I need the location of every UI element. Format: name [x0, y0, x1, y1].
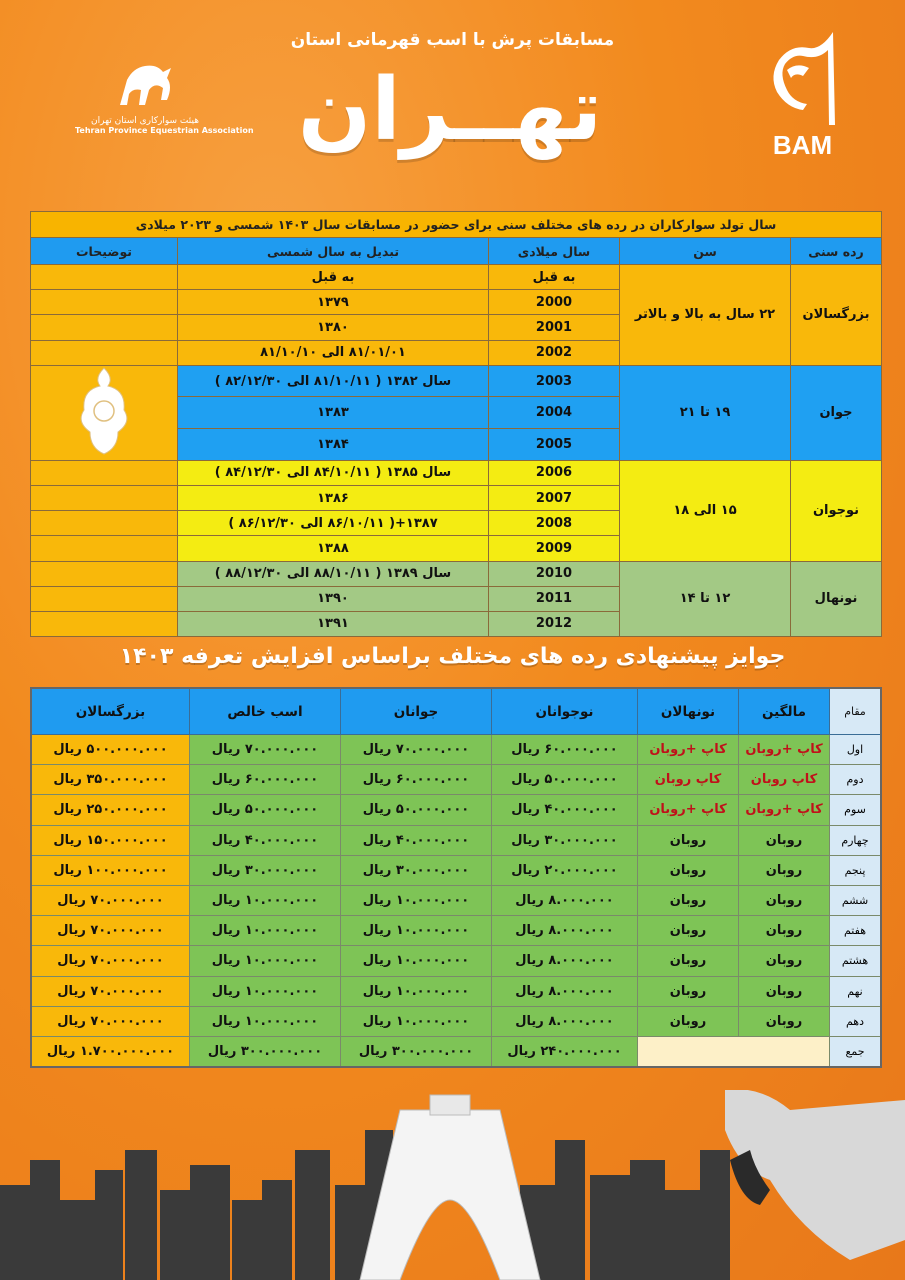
table-cell: 2009: [489, 536, 620, 561]
age-header-category: رده سنی: [791, 238, 882, 265]
notes-cell: [31, 511, 178, 536]
prize-cell: کاپ روبان: [739, 765, 830, 795]
total-cell: ۱.۷۰۰.۰۰۰.۰۰۰ ریال: [31, 1036, 190, 1067]
age-header-gregorian: سال میلادی: [489, 238, 620, 265]
prize-cell: روبان: [739, 825, 830, 855]
prize-cell: ۱۰.۰۰۰.۰۰۰ ریال: [341, 916, 492, 946]
total-row: [31, 1036, 881, 1067]
prize-cell: روبان: [739, 855, 830, 885]
table-row: [31, 735, 881, 765]
category-adults: بزرگسالان: [791, 265, 882, 366]
prize-cell: ۵۰.۰۰۰.۰۰۰ ریال: [492, 765, 638, 795]
table-cell: به قبل: [178, 265, 489, 290]
prize-cell: ۸.۰۰۰.۰۰۰ ریال: [492, 916, 638, 946]
table-cell: ۱۳۸۶: [178, 485, 489, 510]
table-row: [31, 795, 881, 825]
prize-cell: ۸.۰۰۰.۰۰۰ ریال: [492, 1006, 638, 1036]
table-cell: 2006: [489, 460, 620, 485]
rank-cell: هشتم: [830, 946, 882, 976]
notes-cell: [31, 485, 178, 510]
notes-cell: [31, 586, 178, 611]
table-cell: 2000: [489, 290, 620, 315]
prize-cell: روبان: [638, 976, 739, 1006]
prize-header-purebred: اسب خالص: [190, 688, 341, 735]
prize-cell: کاپ +روبان: [638, 795, 739, 825]
age-category-table: [30, 211, 882, 637]
prize-cell: ۷۰.۰۰۰.۰۰۰ ریال: [31, 976, 190, 1006]
bam-horse-icon: [763, 30, 843, 130]
notes-cell: [31, 315, 178, 340]
table-cell: 2011: [489, 586, 620, 611]
rank-cell: پنجم: [830, 855, 882, 885]
prize-cell: ۱۰.۰۰۰.۰۰۰ ریال: [190, 946, 341, 976]
prize-cell: ۳۰.۰۰۰.۰۰۰ ریال: [492, 825, 638, 855]
total-label-cell: جمع: [830, 1036, 882, 1067]
bam-logo-block: [760, 30, 845, 161]
prize-cell: ۸.۰۰۰.۰۰۰ ریال: [492, 976, 638, 1006]
prize-cell: ۳۵۰.۰۰۰.۰۰۰ ریال: [31, 765, 190, 795]
prize-cell: ۷۰.۰۰۰.۰۰۰ ریال: [31, 885, 190, 915]
prize-header-rank: مقام: [830, 688, 882, 735]
prize-cell: ۴۰.۰۰۰.۰۰۰ ریال: [492, 795, 638, 825]
table-cell: ۸۱/۰۱/۰۱ الی ۸۱/۱۰/۱۰: [178, 340, 489, 365]
rank-cell: سوم: [830, 795, 882, 825]
prize-cell: ۷۰.۰۰۰.۰۰۰ ریال: [341, 735, 492, 765]
prize-cell: ۴۰.۰۰۰.۰۰۰ ریال: [341, 825, 492, 855]
prize-cell: کاپ روبان: [638, 765, 739, 795]
prize-cell: ۶۰.۰۰۰.۰۰۰ ریال: [341, 765, 492, 795]
age-youth: ۱۹ تا ۲۱: [620, 365, 791, 460]
prize-header-adults: بزرگسالان: [31, 688, 190, 735]
table-cell: ۱۳۸۸: [178, 536, 489, 561]
ornament-icon: [74, 366, 134, 456]
prize-cell: روبان: [638, 825, 739, 855]
table-row: [31, 885, 881, 915]
table-row: [31, 765, 881, 795]
prize-cell: ۷۰.۰۰۰.۰۰۰ ریال: [31, 946, 190, 976]
association-logo-block: [75, 60, 254, 135]
prize-cell: روبان: [638, 1006, 739, 1036]
prize-cell: کاپ +روبان: [739, 795, 830, 825]
prize-header-owners: مالگین: [739, 688, 830, 735]
table-cell: سال ۱۳۸۹ ( ۸۸/۱۰/۱۱ الی ۸۸/۱۲/۳۰ ): [178, 561, 489, 586]
prize-section-title: جوایز پیشنهادی رده های مختلف براساس افزایش تعرفه ۱۴۰۳: [119, 644, 786, 669]
total-cell: ۳۰۰.۰۰۰.۰۰۰ ریال: [190, 1036, 341, 1067]
prize-cell: ۱۵۰.۰۰۰.۰۰۰ ریال: [31, 825, 190, 855]
table-row: [31, 946, 881, 976]
table-cell: 2003: [489, 365, 620, 397]
notes-cell: [31, 536, 178, 561]
prize-cell: ۵۰.۰۰۰.۰۰۰ ریال: [190, 795, 341, 825]
header-subtitle: مسابقات پرش با اسب قهرمانی استان: [290, 30, 615, 50]
prize-header-children: نونهالان: [638, 688, 739, 735]
age-table-caption: سال تولد سوارکاران در رده های مختلف سنی برای حضور در مسابقات سال ۱۴۰۳ شمسی و ۲۰۲۳ میلادی: [31, 212, 882, 238]
notes-cell: [31, 611, 178, 636]
prize-cell: ۸.۰۰۰.۰۰۰ ریال: [492, 946, 638, 976]
table-cell: به قبل: [489, 265, 620, 290]
age-header-shamsi: تبدیل به سال شمسی: [178, 238, 489, 265]
prize-cell: ۱۰.۰۰۰.۰۰۰ ریال: [341, 946, 492, 976]
table-cell: 2007: [489, 485, 620, 510]
prize-cell: ۱۰.۰۰۰.۰۰۰ ریال: [190, 1006, 341, 1036]
table-row: [31, 855, 881, 885]
total-cell: ۳۰۰.۰۰۰.۰۰۰ ریال: [341, 1036, 492, 1067]
table-cell: ۱۳۸۴: [178, 429, 489, 461]
prize-cell: ۱۰.۰۰۰.۰۰۰ ریال: [190, 976, 341, 1006]
prize-cell: ۱۰۰.۰۰۰.۰۰۰ ریال: [31, 855, 190, 885]
prize-cell: ۷۰.۰۰۰.۰۰۰ ریال: [31, 1006, 190, 1036]
table-cell: ۱۳۹۱: [178, 611, 489, 636]
prize-cell: ۷۰.۰۰۰.۰۰۰ ریال: [190, 735, 341, 765]
notes-cell: [31, 340, 178, 365]
rank-cell: چهارم: [830, 825, 882, 855]
prize-cell: روبان: [638, 855, 739, 885]
rank-cell: نهم: [830, 976, 882, 1006]
prize-cell: ۷۰.۰۰۰.۰۰۰ ریال: [31, 916, 190, 946]
table-cell: ۱۳۹۰: [178, 586, 489, 611]
prize-cell: ۱۰.۰۰۰.۰۰۰ ریال: [341, 885, 492, 915]
bam-brand-text: BAM: [772, 130, 833, 160]
table-cell: سال ۱۳۸۲ ( ۸۱/۱۰/۱۱ الی ۸۲/۱۲/۳۰ ): [178, 365, 489, 397]
rank-cell: هفتم: [830, 916, 882, 946]
association-name-fa: هیئت سوارکاری استان تهران: [91, 116, 199, 126]
notes-cell: [31, 290, 178, 315]
ornament-cell: [31, 365, 178, 460]
rank-cell: ششم: [830, 885, 882, 915]
table-row: [31, 825, 881, 855]
prize-header-youth: جوانان: [341, 688, 492, 735]
category-teen: نوجوان: [791, 460, 882, 561]
prize-cell: روبان: [739, 976, 830, 1006]
table-cell: ۱۳۷۹: [178, 290, 489, 315]
rank-cell: دهم: [830, 1006, 882, 1036]
table-cell: سال ۱۳۸۵ ( ۸۴/۱۰/۱۱ الی ۸۴/۱۲/۳۰ ): [178, 460, 489, 485]
prize-cell: ۳۰.۰۰۰.۰۰۰ ریال: [190, 855, 341, 885]
prize-cell: کاپ +روبان: [638, 735, 739, 765]
prize-cell: ۲۰.۰۰۰.۰۰۰ ریال: [492, 855, 638, 885]
prize-cell: ۱۰.۰۰۰.۰۰۰ ریال: [341, 976, 492, 1006]
category-youth: جوان: [791, 365, 882, 460]
prize-cell: کاپ +روبان: [739, 735, 830, 765]
age-teen: ۱۵ الی ۱۸: [620, 460, 791, 561]
table-cell: 2004: [489, 397, 620, 429]
prize-cell: ۶۰.۰۰۰.۰۰۰ ریال: [492, 735, 638, 765]
age-adults: ۲۲ سال به بالا و بالاتر: [620, 265, 791, 366]
prize-cell: ۵۰۰.۰۰۰.۰۰۰ ریال: [31, 735, 190, 765]
prize-header-teens: نوجوانان: [492, 688, 638, 735]
prize-cell: ۸.۰۰۰.۰۰۰ ریال: [492, 885, 638, 915]
table-cell: 2010: [489, 561, 620, 586]
age-header-notes: توضیحات: [31, 238, 178, 265]
table-cell: ۱۳۸۷+( ۸۶/۱۰/۱۱ الی ۸۶/۱۲/۳۰ ): [178, 511, 489, 536]
city-skyline-illustration: [0, 1090, 905, 1280]
prize-cell: روبان: [739, 946, 830, 976]
age-children: ۱۲ تا ۱۴: [620, 561, 791, 637]
total-cell: ۲۴۰.۰۰۰.۰۰۰ ریال: [492, 1036, 638, 1067]
notes-cell: [31, 265, 178, 290]
table-cell: 2012: [489, 611, 620, 636]
rank-cell: دوم: [830, 765, 882, 795]
table-row: [31, 1006, 881, 1036]
prize-cell: ۵۰.۰۰۰.۰۰۰ ریال: [341, 795, 492, 825]
prize-cell: روبان: [638, 885, 739, 915]
prize-cell: ۱۰.۰۰۰.۰۰۰ ریال: [190, 885, 341, 915]
table-row: [31, 916, 881, 946]
prize-cell: روبان: [638, 916, 739, 946]
page-title: تهــران: [297, 60, 603, 160]
prize-cell: ۱۰.۰۰۰.۰۰۰ ریال: [190, 916, 341, 946]
table-cell: 2002: [489, 340, 620, 365]
age-header-age: سن: [620, 238, 791, 265]
prize-cell: روبان: [739, 885, 830, 915]
prize-cell: ۴۰.۰۰۰.۰۰۰ ریال: [190, 825, 341, 855]
rank-cell: اول: [830, 735, 882, 765]
category-children: نونهال: [791, 561, 882, 637]
table-cell: 2008: [489, 511, 620, 536]
notes-cell: [31, 561, 178, 586]
prize-cell: ۳۰.۰۰۰.۰۰۰ ریال: [341, 855, 492, 885]
horse-logo-icon: [105, 60, 185, 110]
association-name-en: Tehran Province Equestrian Association: [75, 126, 254, 135]
prize-cell: ۶۰.۰۰۰.۰۰۰ ریال: [190, 765, 341, 795]
table-cell: ۱۳۸۳: [178, 397, 489, 429]
prize-cell: روبان: [739, 1006, 830, 1036]
table-cell: ۱۳۸۰: [178, 315, 489, 340]
notes-cell: [31, 460, 178, 485]
prize-cell: ۲۵۰.۰۰۰.۰۰۰ ریال: [31, 795, 190, 825]
table-cell: 2005: [489, 429, 620, 461]
total-cell: [638, 1036, 830, 1067]
table-cell: 2001: [489, 315, 620, 340]
prize-cell: روبان: [638, 946, 739, 976]
prize-cell: ۱۰.۰۰۰.۰۰۰ ریال: [341, 1006, 492, 1036]
prize-cell: روبان: [739, 916, 830, 946]
table-row: [31, 976, 881, 1006]
prize-table: [30, 687, 882, 1068]
